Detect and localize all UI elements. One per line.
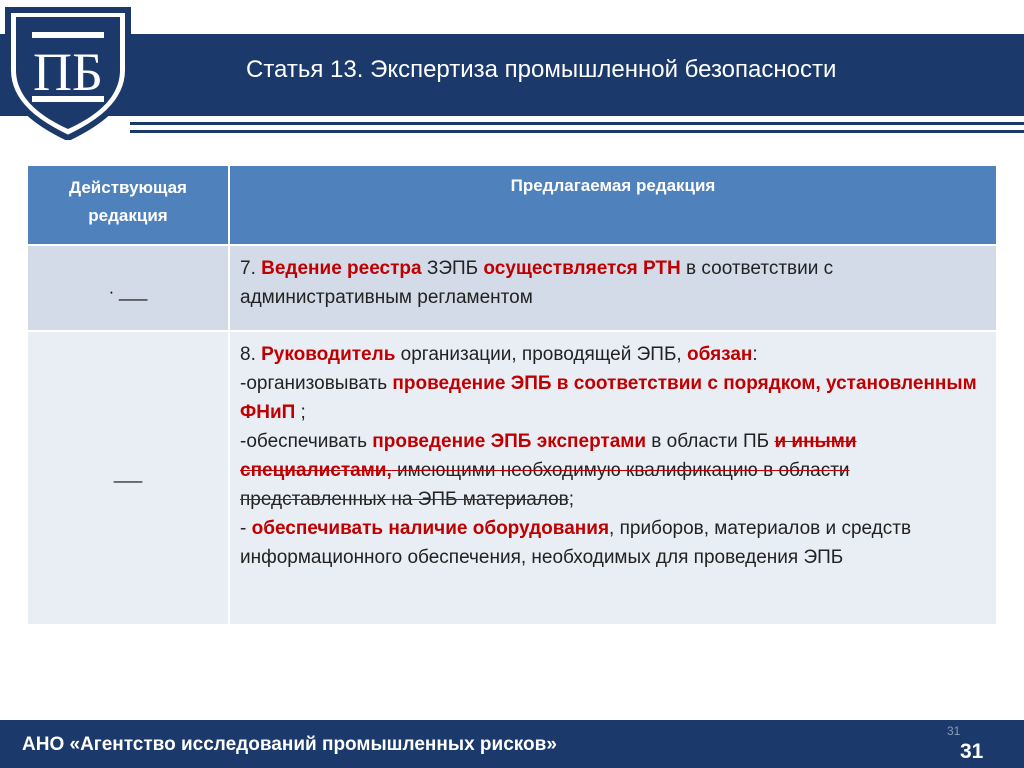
column-header-current-line2: редакция: [88, 206, 168, 225]
body-text: :: [752, 344, 758, 365]
emphasis-text: обеспечивать наличие оборудования: [251, 518, 610, 539]
body-text: -обеспечивать: [240, 431, 373, 452]
current-cell: [28, 245, 229, 331]
table-row: [28, 245, 996, 331]
slide-footer: [0, 720, 1024, 768]
item-number: 7.: [240, 258, 262, 279]
slide-title: Статья 13. Экспертиза промышленной безопасности: [246, 56, 837, 83]
emphasis-text: проведение ЭПБ экспертами: [372, 431, 647, 452]
shield-logo-icon: [0, 0, 136, 140]
table-header-row: [28, 166, 996, 245]
column-header-current: [28, 166, 229, 245]
body-text: ;: [568, 489, 575, 510]
body-text: в соответствии с административным регламентом: [240, 258, 834, 308]
emphasis-text: проведение ЭПБ в соответствии с порядком, установленным ФНиП: [240, 373, 977, 423]
paragraph: [240, 514, 986, 572]
title-band: [0, 34, 1024, 116]
emphasis-text: Руководитель: [261, 344, 396, 365]
item-number: 8.: [240, 344, 262, 365]
comparison-table: [28, 166, 996, 624]
paragraph: [240, 369, 986, 427]
emphasis-text: обязан: [686, 344, 753, 365]
body-text: -: [240, 518, 252, 539]
emphasis-text: осуществляется РТН: [483, 258, 681, 279]
header-divider-line: [130, 130, 1024, 133]
current-cell-text: ___: [113, 464, 143, 483]
column-header-current-line1: Действующая: [69, 178, 187, 197]
logo-text: ПБ: [32, 42, 104, 102]
body-text: ЗЭПБ: [421, 258, 484, 279]
body-text: -организовывать: [240, 373, 393, 394]
header-divider-line: [130, 122, 1024, 125]
page-number-small: 31: [947, 724, 961, 738]
slide-header: [0, 0, 1024, 150]
body-text: ;: [295, 402, 306, 423]
body-text: , приборов, материалов и средств информационного обеспечения, необходимых для проведения ЭПБ: [240, 518, 912, 568]
struck-text: и иными специалистами,: [240, 431, 857, 481]
body-text: в области ПБ: [646, 431, 775, 452]
proposed-cell: [229, 245, 996, 331]
proposed-cell: [229, 331, 996, 624]
table-row: [28, 331, 996, 624]
struck-text: имеющими необходимую квалификацию в области представленных на ЭПБ материалов: [240, 460, 850, 510]
paragraph: [240, 427, 986, 514]
current-cell-text: · ___: [108, 282, 148, 301]
column-header-proposed: Предлагаемая редакция: [229, 166, 996, 245]
paragraph: [240, 340, 986, 369]
organization-name: АНО «Агентство исследований промышленных рисков»: [22, 734, 557, 755]
emphasis-text: Ведение реестра: [261, 258, 422, 279]
current-cell: [28, 331, 229, 624]
body-text: организации, проводящей ЭПБ,: [395, 344, 687, 365]
page-number: 31: [960, 740, 984, 763]
